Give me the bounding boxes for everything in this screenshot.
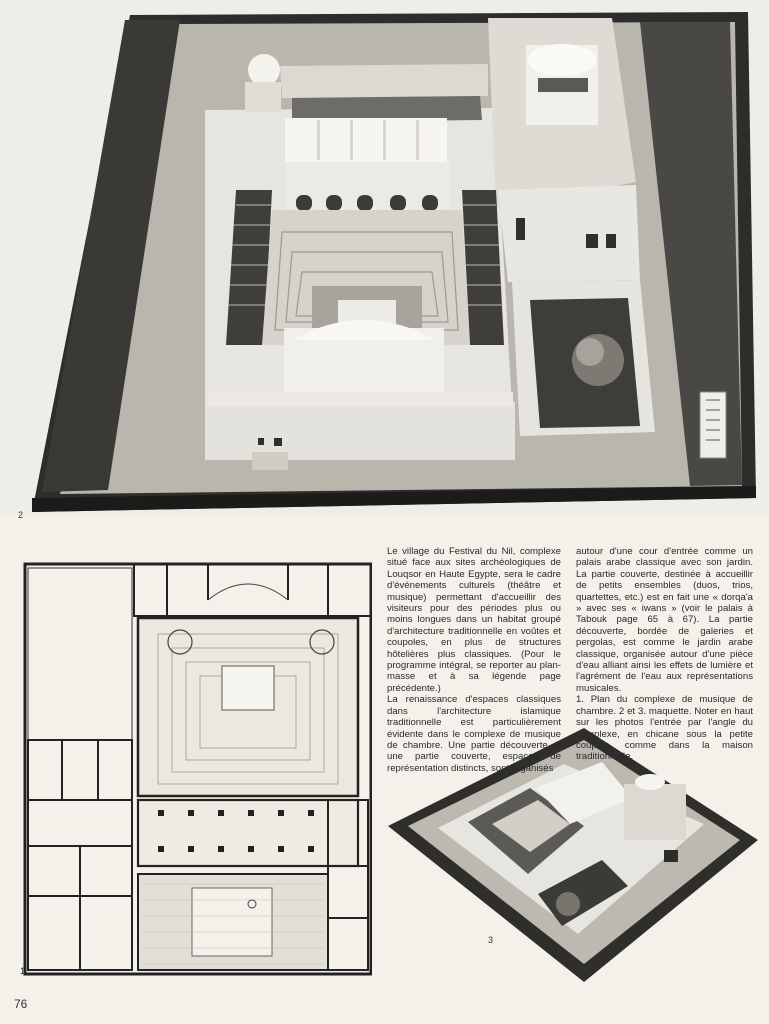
figure-2-number: 2 (18, 510, 24, 520)
figure-1-number: 1 (20, 966, 26, 976)
paragraph: autour d'une cour d'entrée comme un palais arabe classique avec son jardin. La partie couverte, destinée à accueillir de petits ensembles (duos, trios, quartettes, etc.) est en fait une « dorqa'a » avec ses « iwans » (voir le palais à Tabouk page 65 à 67). La partie découverte, bordée de galeries et pergolas, est comme le jardin arabe classique, organisée autour d'une pièce d'eau alliant ainsi les effets de lumière et l'agrément de l'eau aux représentations musicales. (576, 546, 753, 694)
floor-plan-figure-1 (22, 548, 372, 978)
figure-3-number: 3 (488, 935, 494, 945)
text-column-2 (576, 546, 753, 763)
page-number: 76 (14, 997, 28, 1011)
text-column-1 (387, 546, 561, 774)
figure-caption: 1. Plan du complexe de musique de chambre. 2 et 3. maquette. Noter en haut sur les photos l'entrée par l'angle du complexe, en chicane sous la petite coupole, comme dans la maison traditionnelle. (576, 694, 753, 763)
floor-plan-illustration (22, 548, 372, 978)
paragraph: La renaissance d'espaces classiques dans l'architecture islamique traditionnelle est particulièrement évidente dans le complexe de musique de chambre. Une partie découverte et une partie couverte, espaces de représentation distincts, sont organisés (387, 694, 561, 774)
paragraph: Le village du Festival du Nil, complexe situé face aux sites archéologiques de Louqsor en Haute Egypte, sera le cadre d'événements culturels (théâtre et musique) permettant d'accueillir des visiteurs pour des périodes plus ou moins longues dans un habitat groupé d'architecture traditionnelle en voûtes et coupoles, en plus de structures hôtelières plus classiques. (Pour le programme intégral, se reporter au plan-masse et à sa légende page précédente.) (387, 546, 561, 694)
